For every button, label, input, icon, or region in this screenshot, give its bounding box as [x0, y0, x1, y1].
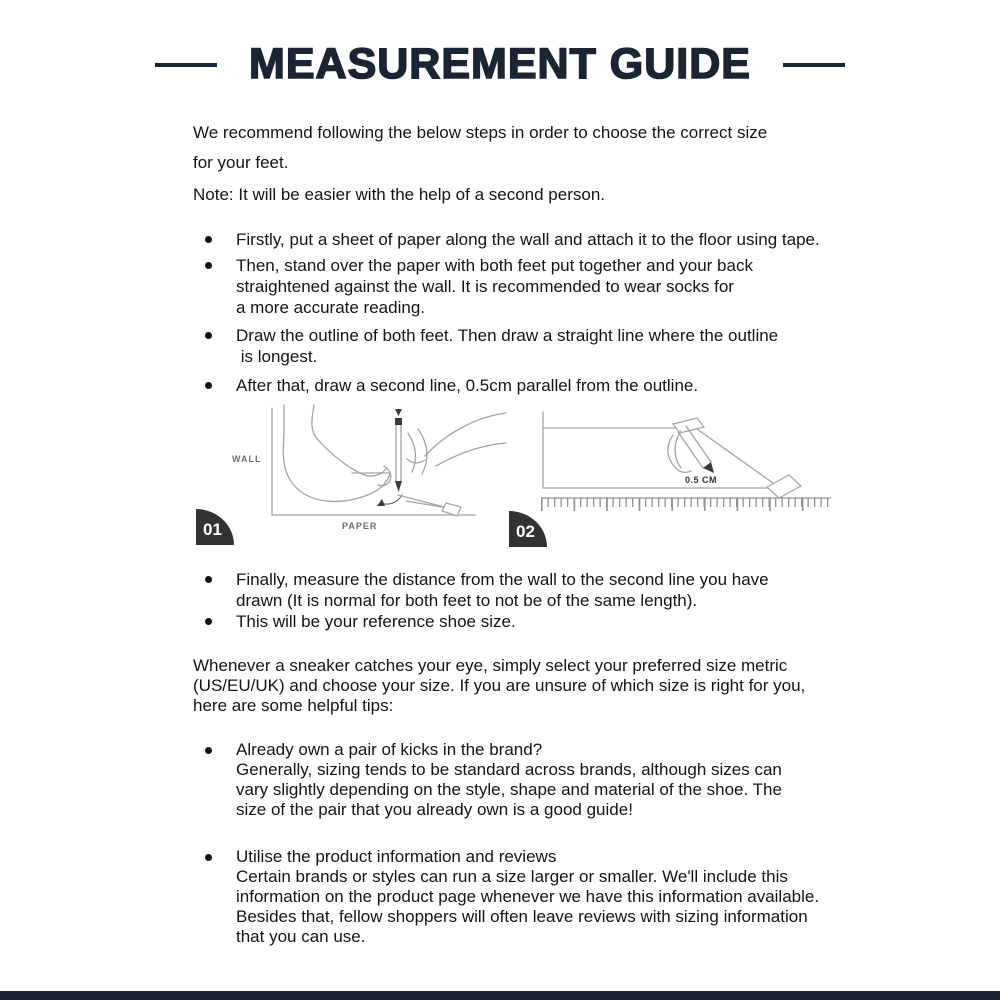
figure-02-line-ruler: [505, 405, 837, 547]
title-dash-left: [155, 63, 217, 67]
text-line: Draw the outline of both feet. Then draw a straight line where the outline: [236, 326, 779, 345]
paper-corner-bottom: [767, 475, 801, 498]
steps-list: [193, 229, 873, 396]
bullet-dot: [205, 576, 212, 583]
badge-number: 01: [203, 520, 222, 539]
list-item: [193, 325, 873, 367]
tip-product-info: [193, 847, 873, 947]
wall-label: WALL: [232, 454, 262, 464]
note-line: Note: It will be easier with the help of a second person.: [193, 185, 606, 204]
page-title: MEASUREMENT GUIDE: [249, 40, 751, 88]
post-steps-list: [193, 569, 873, 632]
ruler: [541, 498, 831, 505]
hand-outline: [668, 431, 691, 472]
bullet-dot: [205, 854, 212, 861]
text-line: (US/EU/UK) and choose your size. If you are unsure of which size is right for you,: [193, 676, 806, 695]
list-item: [193, 611, 873, 632]
list-item: [193, 229, 873, 250]
text-line: Finally, measure the distance from the wall to the second line you have: [236, 570, 769, 589]
text-line: Firstly, put a sheet of paper along the wall and attach it to the floor using tape.: [236, 230, 820, 249]
foot-outline: [283, 405, 390, 502]
pencil: [678, 426, 714, 473]
tips-intro-paragraph: [193, 656, 873, 716]
text-line: Whenever a sneaker catches your eye, simply select your preferred size metric: [193, 656, 788, 675]
text-line: Besides that, fellow shoppers will often leave reviews with sizing information: [236, 907, 808, 926]
text-line: a more accurate reading.: [236, 298, 425, 317]
tip-title: Utilise the product information and reviews: [236, 847, 557, 866]
intro-paragraph: [193, 122, 873, 205]
bullet-dot: [205, 332, 212, 339]
ruler-illustration: [505, 405, 837, 547]
hand-outline: [407, 413, 506, 474]
list-item: [193, 375, 873, 396]
text-line: information on the product page whenever we have this information available.: [236, 887, 820, 906]
text-line: After that, draw a second line, 0.5cm parallel from the outline.: [236, 376, 699, 395]
text-line: Generally, sizing tends to be standard across brands, although sizes can: [236, 760, 782, 779]
bullet-dot: [205, 618, 212, 625]
text-line: Certain brands or styles can run a size larger or smaller. We'll include this: [236, 867, 788, 886]
bullet-dot: [205, 262, 212, 269]
text-line: is longest.: [236, 347, 318, 366]
text-line: size of the pair that you already own is a good guide!: [236, 800, 633, 819]
text-line: straightened against the wall. It is recommended to wear socks for: [236, 277, 734, 296]
title-row: [0, 40, 1000, 89]
text-line: drawn (It is normal for both feet to not be of the same length).: [236, 591, 698, 610]
foot-measurement-illustration: [196, 403, 508, 549]
footer-bar: [0, 991, 1000, 1000]
text-line: vary slightly depending on the style, shape and material of the shoe. The: [236, 780, 782, 799]
text-line: We recommend following the below steps in order to choose the correct size: [193, 123, 768, 142]
figure-01-foot-measurement: [196, 403, 508, 549]
pencil: [395, 409, 402, 492]
tip-title: Already own a pair of kicks in the brand?: [236, 740, 543, 759]
list-item: [193, 740, 873, 820]
badge-number: 02: [516, 522, 535, 541]
text-line: Then, stand over the paper with both feet put together and your back: [236, 256, 753, 275]
text-line: This will be your reference shoe size.: [236, 612, 516, 631]
motion-arrowhead: [377, 499, 385, 506]
bullet-dot: [205, 747, 212, 754]
list-item: [193, 847, 873, 947]
text-line: here are some helpful tips:: [193, 696, 394, 715]
text-line: for your feet.: [193, 153, 289, 172]
half-cm-label: 0.5 CM: [685, 475, 718, 485]
list-item: [193, 569, 873, 611]
bullet-dot: [205, 382, 212, 389]
list-item: [193, 255, 873, 318]
paper-label: PAPER: [342, 521, 378, 531]
text-line: that you can use.: [236, 927, 366, 946]
title-dash-right: [783, 63, 845, 67]
bullet-dot: [205, 236, 212, 243]
tip-own-pair: [193, 740, 873, 820]
paper-corner: [398, 495, 461, 516]
